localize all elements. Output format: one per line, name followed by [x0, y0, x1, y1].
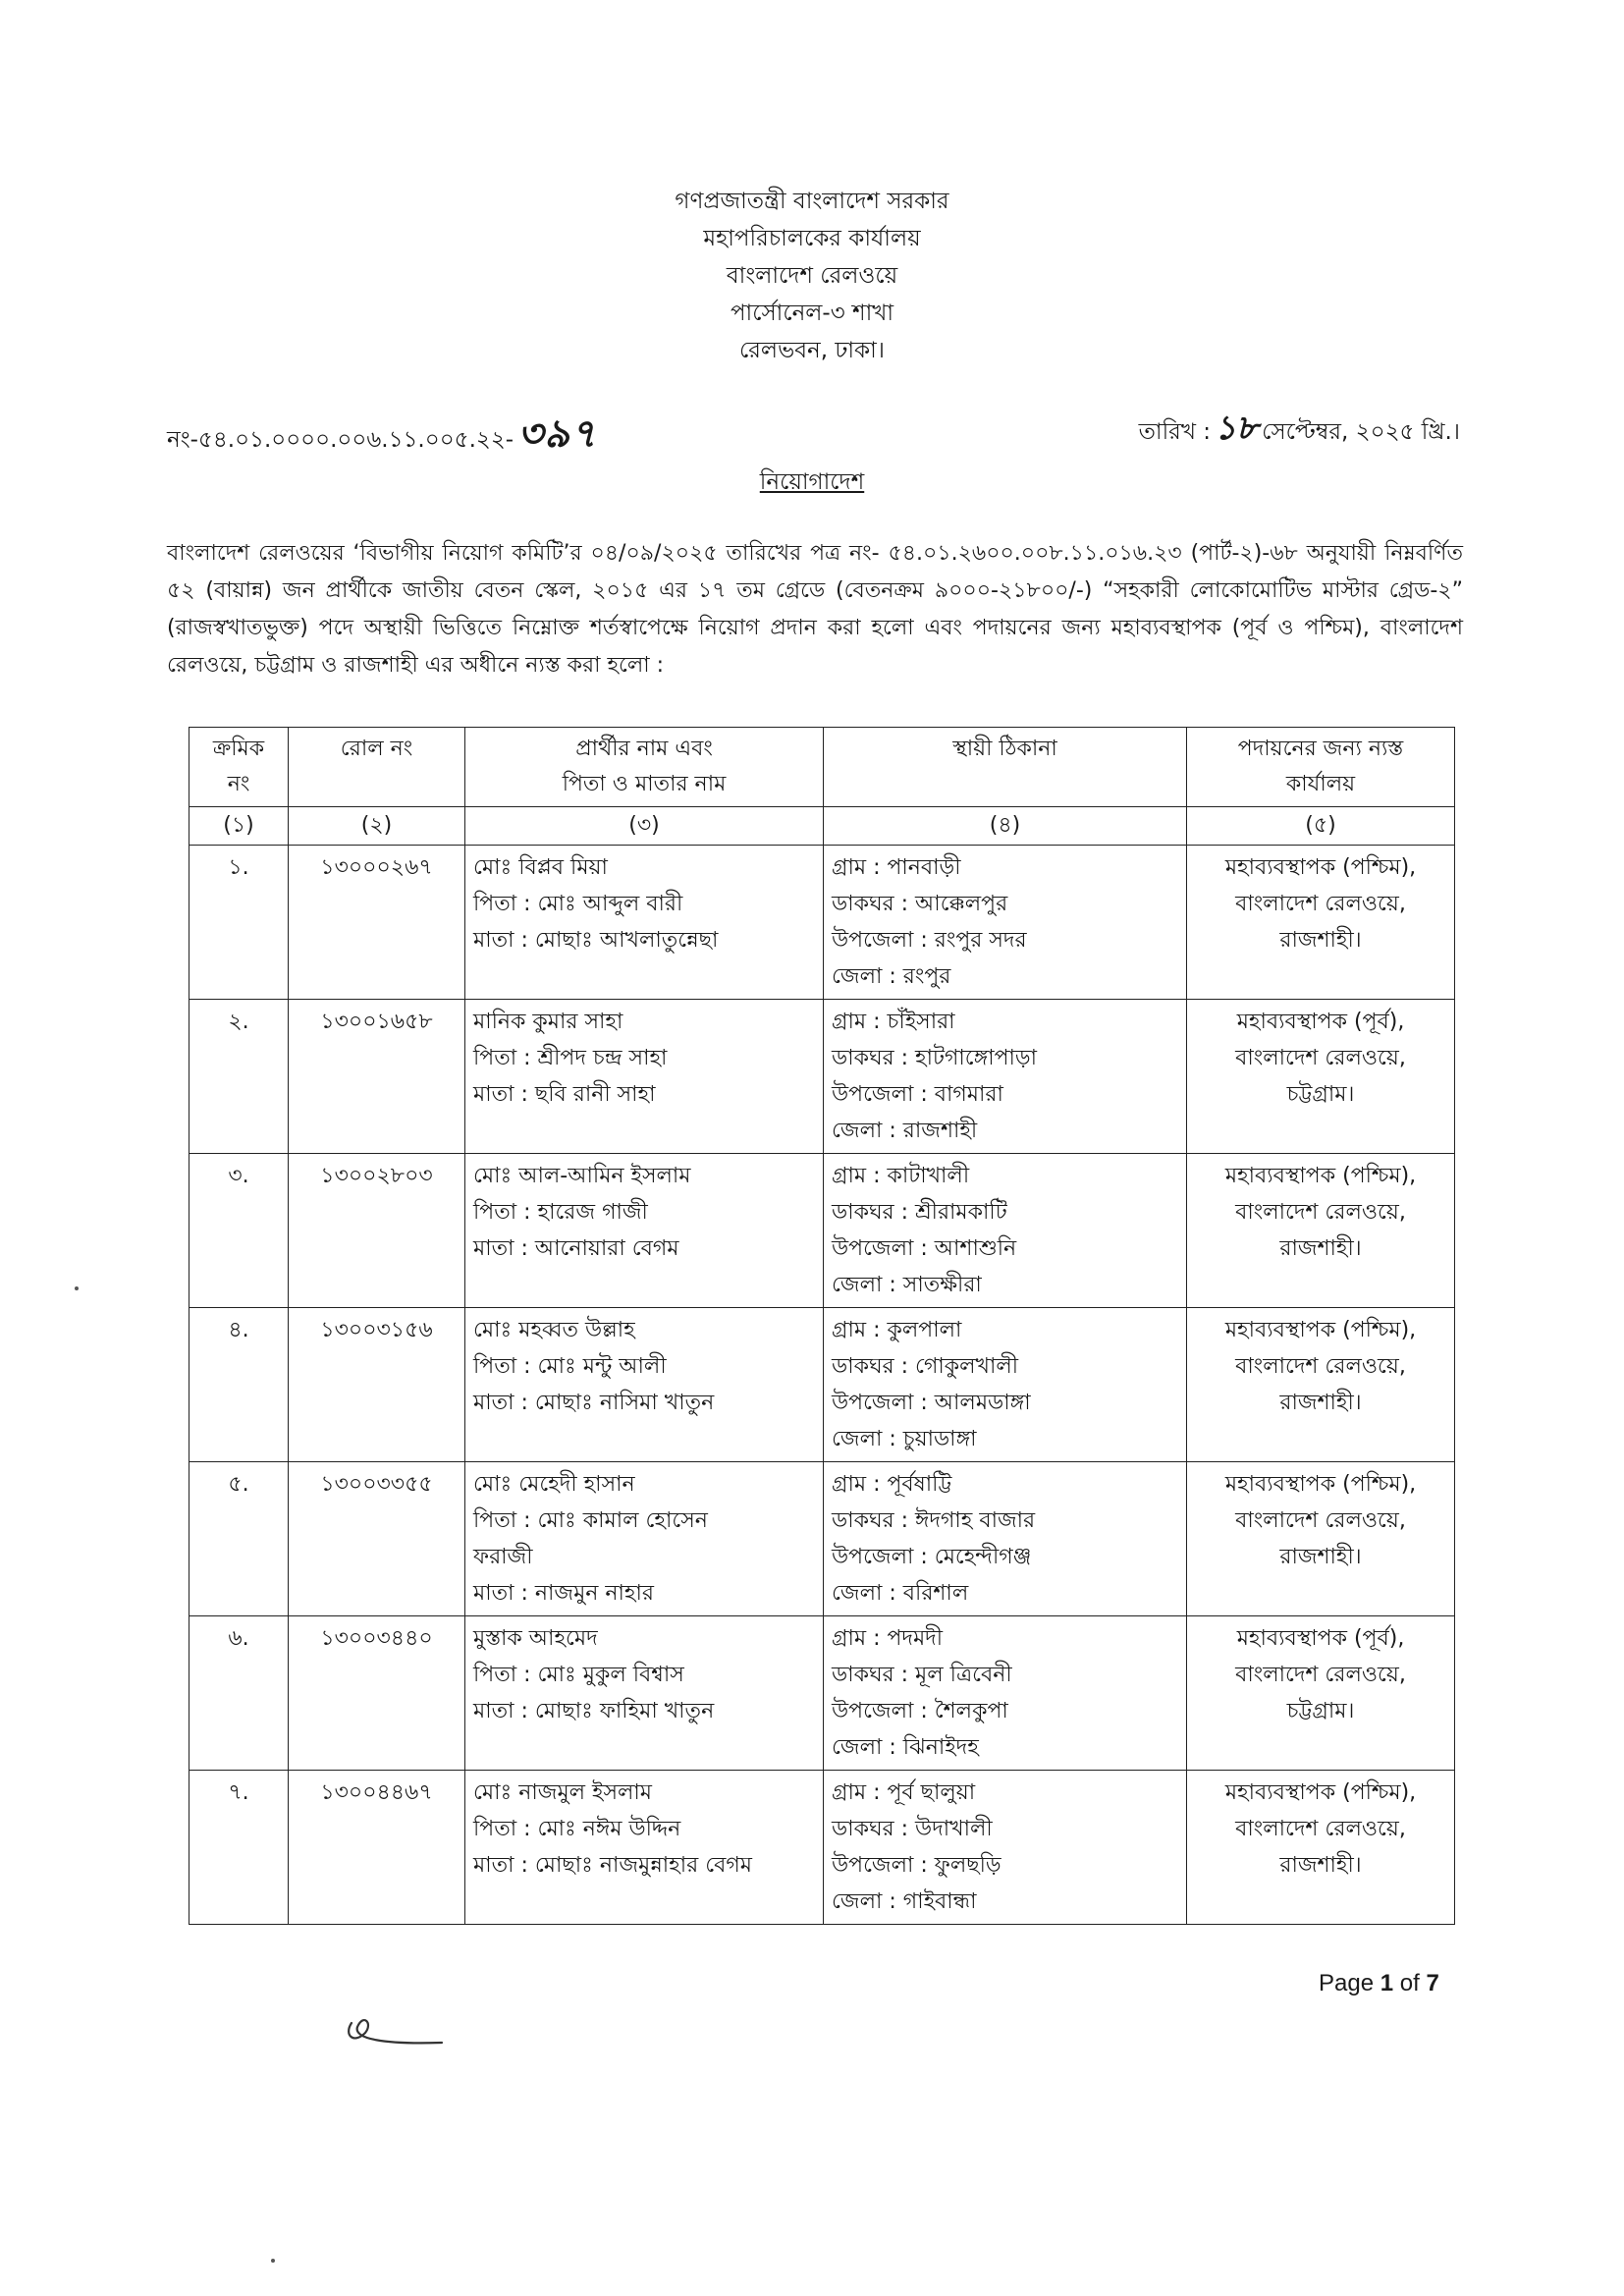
cell-name: মোঃ নাজমুল ইসলাম পিতা : মোঃ নঈম উদ্দিন মাতা : মোছাঃ নাজমুন্নাহার বেগম: [465, 1771, 824, 1925]
cell-roll: ১৩০০৩৪৪০: [289, 1616, 465, 1771]
cell-serial: ৩.: [189, 1154, 289, 1308]
letterhead: [0, 183, 1624, 369]
cell-address: গ্রাম : কুলপালা ডাকঘর : গোকুলখালী উপজেলা : আলমডাঙ্গা জেলা : চুয়াডাঙ্গা: [824, 1308, 1187, 1462]
cell-address: গ্রাম : কাটাখালী ডাকঘর : শ্রীরামকাটি উপজেলা : আশাশুনি জেলা : সাতক্ষীরা: [824, 1154, 1187, 1308]
cell-serial: ৬.: [189, 1616, 289, 1771]
scan-speck: [271, 2259, 275, 2263]
column-number: (৪): [824, 807, 1187, 846]
cell-serial: ৫.: [189, 1462, 289, 1616]
cell-office: মহাব্যবস্থাপক (পশ্চিম), বাংলাদেশ রেলওয়ে, রাজশাহী।: [1187, 1154, 1455, 1308]
header-line: পার্সোনেল-৩ শাখা: [730, 301, 894, 326]
cell-roll: ১৩০০৩৩৫৫: [289, 1462, 465, 1616]
order-paragraph: বাংলাদেশ রেলওয়ের ‘বিভাগীয় নিয়োগ কমিটি’র ০৪/০৯/২০২৫ তারিখের পত্র নং- ৫৪.০১.২৬০০.০০৮.১১.০১৬.২৩ (পার্ট-২)-৬৮ অনুযায়ী নিম্নবর্ণিত ৫২ (বায়ান্ন) জন প্রার্থীকে জাতীয় বেতন স্কেল, ২০১৫ এর ১৭ তম গ্রেডে (বেতনক্রম ৯০০০-২১৮০০/-) “সহকারী লোকোমোটিভ মাস্টার গ্রেড-২” (রাজস্বখাতভুক্ত) পদে অস্থায়ী ভিত্তিতে নিম্নোক্ত শর্তস্বাপেক্ষে নিয়োগ প্রদান করা হলো এবং পদায়নের জন্য মহাব্যবস্থাপক (পূর্ব ও পশ্চিম), বাংলাদেশ রেলওয়ে, চট্টগ্রাম ও রাজশাহী এর অধীনে ন্যস্ত করা হলো :: [167, 541, 1463, 678]
cell-address: গ্রাম : চাঁইসারা ডাকঘর : হাটগাঙ্গোপাড়া উপজেলা : বাগমারা জেলা : রাজশাহী: [824, 1000, 1187, 1154]
date-rest: সেপ্টেম্বর, ২০২৫ খ্রি.।: [1262, 419, 1460, 445]
table-body: [189, 846, 1455, 1925]
memo-number: [167, 403, 597, 468]
header-name: প্রার্থীর নাম এবং পিতা ও মাতার নাম: [465, 728, 824, 807]
memo-number-handwritten: ৩৯৭: [517, 410, 598, 457]
cell-serial: ২.: [189, 1000, 289, 1154]
order-title: নিয়োগাদেশ: [759, 469, 865, 495]
cell-name: মোঃ মহব্বত উল্লাহ পিতা : মোঃ মন্টু আলী মাতা : মোছাঃ নাসিমা খাতুন: [465, 1308, 824, 1462]
cell-roll: ১৩০০৪৪৬৭: [289, 1771, 465, 1925]
memo-date: [1139, 403, 1460, 459]
memo-number-prefix: নং-৫৪.০১.০০০০.০০৬.১১.০০৫.২২-: [167, 427, 514, 453]
header-line: রেলভবন, ঢাকা।: [738, 338, 886, 363]
table-row: [189, 1308, 1455, 1462]
header-roll: রোল নং: [289, 728, 465, 807]
header-serial: ক্রমিক নং: [189, 728, 289, 807]
cell-serial: ৪.: [189, 1308, 289, 1462]
header-line: মহাপরিচালকের কার্যালয়: [703, 226, 921, 251]
cell-name: মোঃ আল-আমিন ইসলাম পিতা : হারেজ গাজী মাতা : আনোয়ারা বেগম: [465, 1154, 824, 1308]
cell-address: গ্রাম : পানবাড়ী ডাকঘর : আক্কেলপুর উপজেলা : রংপুর সদর জেলা : রংপুর: [824, 846, 1187, 1000]
header-line: গণপ্রজাতন্ত্রী বাংলাদেশ সরকার: [675, 189, 949, 214]
scan-speck: [75, 1286, 79, 1290]
cell-roll: ১৩০০৩১৫৬: [289, 1308, 465, 1462]
header-office: পদায়নের জন্য ন্যস্ত কার্যালয়: [1187, 728, 1455, 807]
column-number: (৩): [465, 807, 824, 846]
cell-office: মহাব্যবস্থাপক (পূর্ব), বাংলাদেশ রেলওয়ে, চট্টগ্রাম।: [1187, 1000, 1455, 1154]
page-number: Page 1 of 7: [1319, 1970, 1439, 1996]
date-day-handwritten: ১৮: [1214, 409, 1259, 448]
cell-address: গ্রাম : পূর্ব ছালুয়া ডাকঘর : উদাখালী উপজেলা : ফুলছড়ি জেলা : গাইবান্ধা: [824, 1771, 1187, 1925]
cell-roll: ১৩০০১৬৫৮: [289, 1000, 465, 1154]
cell-address: গ্রাম : পদমদী ডাকঘর : মূল ত্রিবেনী উপজেলা : শৈলকুপা জেলা : ঝিনাইদহ: [824, 1616, 1187, 1771]
table-row: [189, 1154, 1455, 1308]
cell-serial: ৭.: [189, 1771, 289, 1925]
table-row: [189, 846, 1455, 1000]
table-row: [189, 1616, 1455, 1771]
cell-name: মুস্তাক আহমেদ পিতা : মোঃ মুকুল বিশ্বাস মাতা : মোছাঃ ফাহিমা খাতুন: [465, 1616, 824, 1771]
column-number-row: [189, 807, 1455, 846]
cell-serial: ১.: [189, 846, 289, 1000]
cell-office: মহাব্যবস্থাপক (পশ্চিম), বাংলাদেশ রেলওয়ে, রাজশাহী।: [1187, 846, 1455, 1000]
table-row: [189, 1462, 1455, 1616]
date-label: তারিখ :: [1138, 419, 1211, 445]
table-header-row: [189, 728, 1455, 807]
header-line: বাংলাদেশ রেলওয়ে: [726, 263, 898, 289]
table-row: [189, 1000, 1455, 1154]
cell-office: মহাব্যবস্থাপক (পশ্চিম), বাংলাদেশ রেলওয়ে, রাজশাহী।: [1187, 1462, 1455, 1616]
column-number: (১): [189, 807, 289, 846]
signature-scribble: [324, 1984, 452, 2062]
header-address: স্থায়ী ঠিকানা: [824, 728, 1187, 807]
appointee-table: [189, 727, 1455, 1925]
table-row: [189, 1771, 1455, 1925]
cell-office: মহাব্যবস্থাপক (পূর্ব), বাংলাদেশ রেলওয়ে, চট্টগ্রাম।: [1187, 1616, 1455, 1771]
cell-name: মোঃ মেহেদী হাসান পিতা : মোঃ কামাল হোসেন ফরাজী মাতা : নাজমুন নাহার: [465, 1462, 824, 1616]
cell-roll: ১৩০০০২৬৭: [289, 846, 465, 1000]
cell-address: গ্রাম : পূর্বষাট্টি ডাকঘর : ঈদগাহ বাজার উপজেলা : মেহেন্দীগঞ্জ জেলা : বরিশাল: [824, 1462, 1187, 1616]
cell-office: মহাব্যবস্থাপক (পশ্চিম), বাংলাদেশ রেলওয়ে, রাজশাহী।: [1187, 1308, 1455, 1462]
cell-office: মহাব্যবস্থাপক (পশ্চিম), বাংলাদেশ রেলওয়ে, রাজশাহী।: [1187, 1771, 1455, 1925]
column-number: (৫): [1187, 807, 1455, 846]
cell-name: মানিক কুমার সাহা পিতা : শ্রীপদ চন্দ্র সাহা মাতা : ছবি রানী সাহা: [465, 1000, 824, 1154]
cell-roll: ১৩০০২৮০৩: [289, 1154, 465, 1308]
column-number: (২): [289, 807, 465, 846]
cell-name: মোঃ বিপ্লব মিয়া পিতা : মোঃ আব্দুল বারী মাতা : মোছাঃ আখলাতুন্নেছা: [465, 846, 824, 1000]
